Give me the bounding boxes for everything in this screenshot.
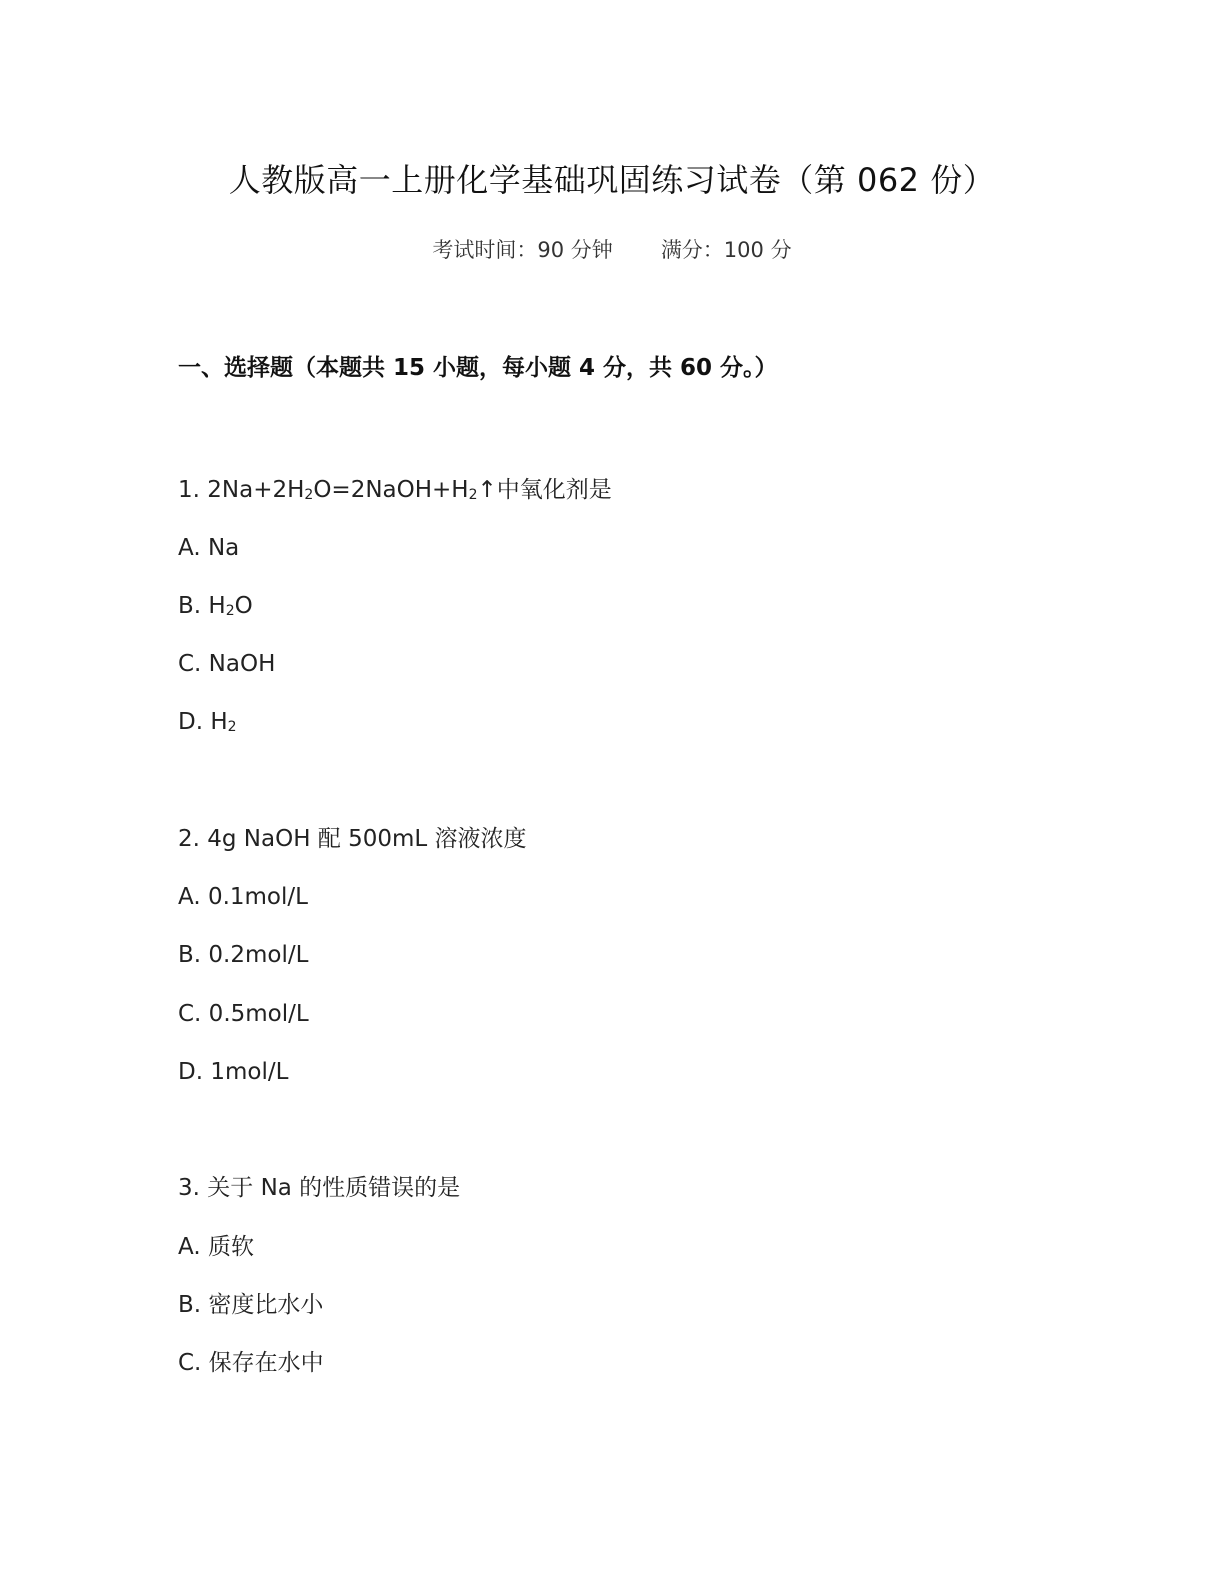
- exam-info: [0, 233, 1224, 267]
- section-heading: 一、选择题（本题共 15 小题，每小题 4 分，共 60 分。）: [178, 355, 778, 381]
- exam-title: 人教版高一上册化学基础巩固练习试卷（第 062 份）: [228, 161, 996, 199]
- q1-option-b-suffix: O: [234, 593, 253, 619]
- q2-option-c: C. 0.5mol/L: [178, 1001, 309, 1027]
- q1-option-b: [178, 588, 253, 624]
- q1-option-d: [178, 704, 237, 740]
- q3-option-b: B. 密度比水小: [178, 1292, 324, 1318]
- q1-stem-suffix: ↑中氧化剂是: [477, 477, 612, 503]
- q1-option-a: A. Na: [178, 535, 240, 561]
- q1-option-d-prefix: D. H: [178, 709, 228, 735]
- question-3-stem: 3. 关于 Na 的性质错误的是: [178, 1175, 461, 1201]
- full-score: 满分：100 分: [660, 238, 792, 262]
- q2-option-a: A. 0.1mol/L: [178, 884, 308, 910]
- q1-option-b-prefix: B. H: [178, 593, 226, 619]
- q1-option-d-sub: 2: [227, 719, 237, 735]
- q1-option-c: C. NaOH: [178, 651, 276, 677]
- q2-option-d: D. 1mol/L: [178, 1059, 289, 1085]
- question-2-stem: 2. 4g NaOH 配 500mL 溶液浓度: [178, 826, 527, 852]
- q3-option-c: C. 保存在水中: [178, 1350, 324, 1376]
- exam-time: 考试时间：90 分钟: [432, 238, 613, 262]
- q2-option-b: B. 0.2mol/L: [178, 942, 309, 968]
- q1-stem-prefix: 1. 2Na+2H: [178, 477, 305, 503]
- q1-stem-mid: O=2NaOH+H: [313, 477, 469, 503]
- q1-stem-sub1: 2: [304, 487, 314, 503]
- q1-stem-sub2: 2: [468, 487, 478, 503]
- q3-option-a: A. 质软: [178, 1234, 254, 1260]
- question-1-stem: [178, 472, 612, 508]
- q1-option-b-sub: 2: [225, 603, 235, 619]
